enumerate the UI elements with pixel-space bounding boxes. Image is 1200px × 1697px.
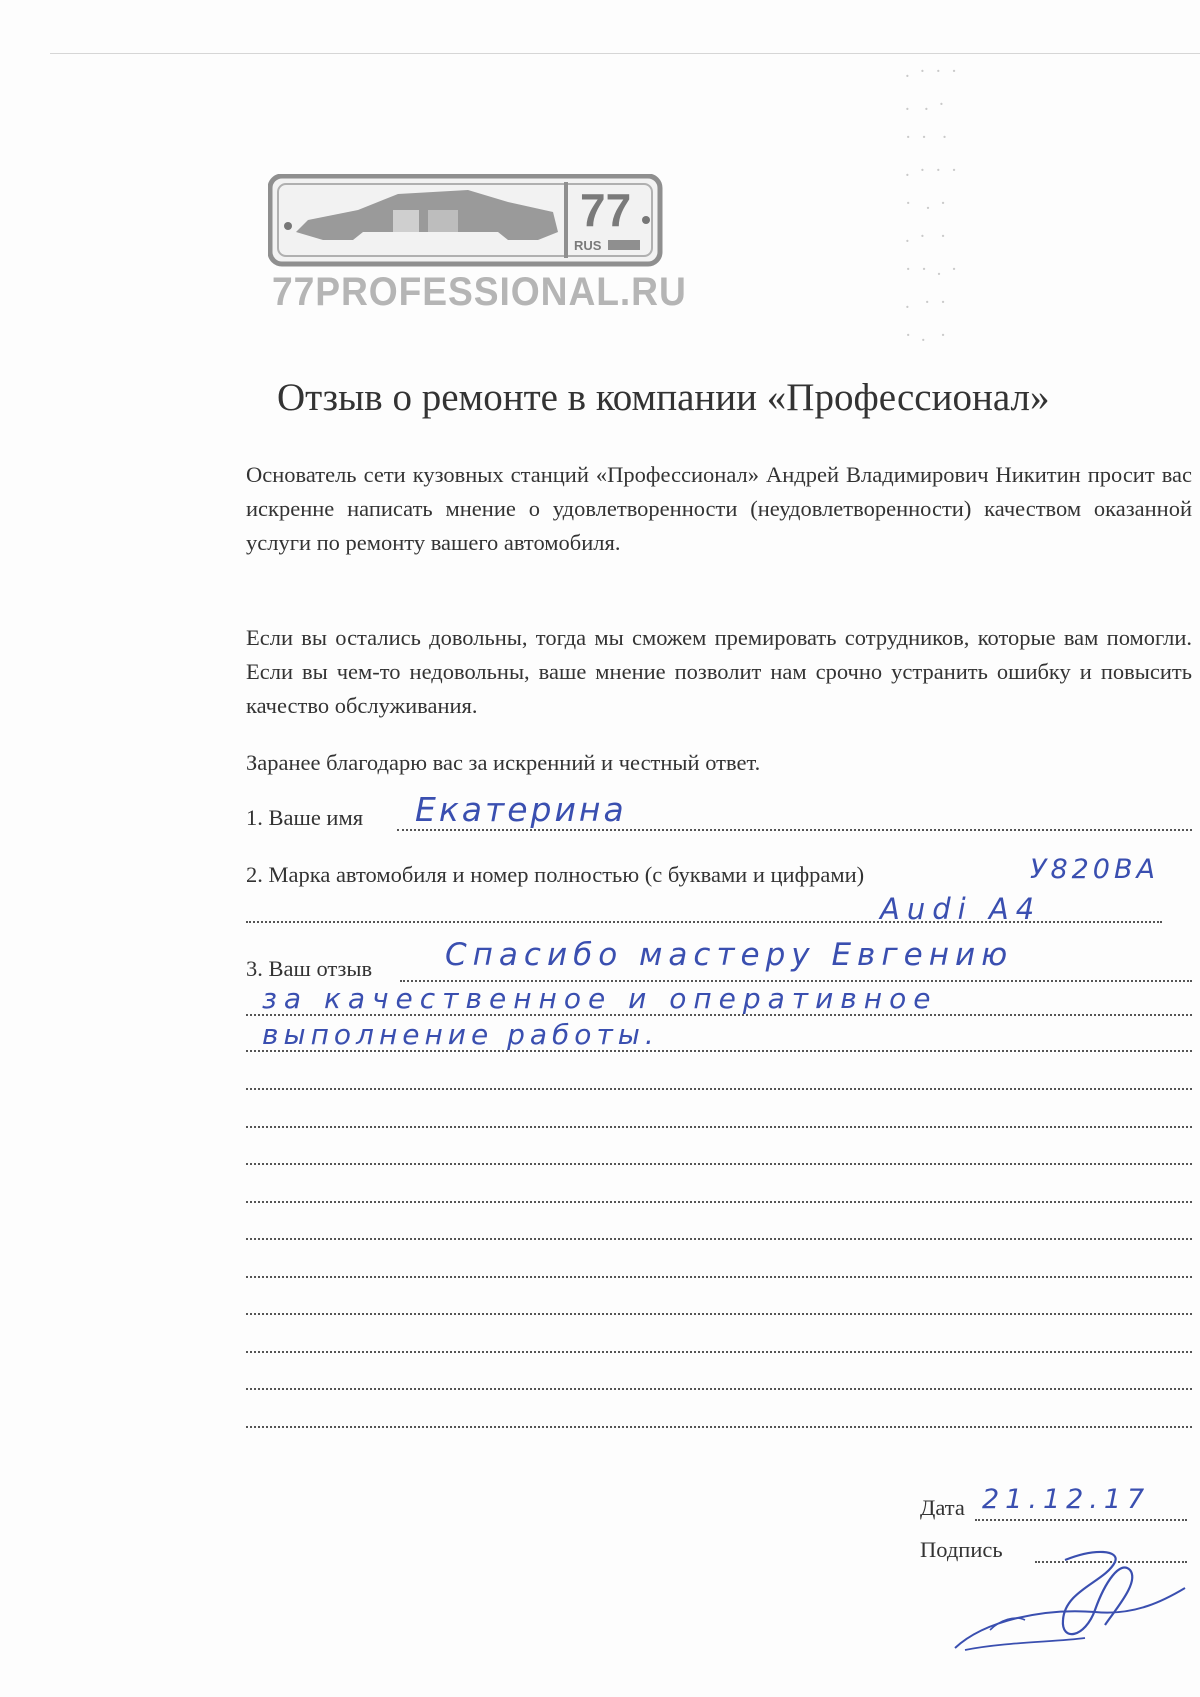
review-question-label: 3. Ваш отзыв: [246, 956, 373, 981]
car-question-label: 2. Марка автомобиля и номер полностью (с буквами и цифрами): [246, 862, 865, 887]
blank-line: [246, 1238, 1192, 1240]
page-top-border: [50, 53, 1200, 54]
review-answer-line-3: выполнение работы.: [262, 1018, 659, 1051]
thanks-line: Заранее благодарю вас за искренний и честный ответ.: [246, 750, 761, 775]
review-answer-line-2: за качественное и оперативное: [262, 982, 938, 1015]
name-answer-line: [397, 829, 1192, 831]
signature-label: Подпись: [920, 1537, 1003, 1562]
blank-line: [246, 1276, 1192, 1278]
blank-line: [246, 1313, 1192, 1315]
intro-paragraph: Основатель сети кузовных станций «Профессионал» Андрей Владимирович Никитин просит вас искренне написать мнение о удовлетворенности (неудовлетворенности) качеством оказанной услуги по ремонту вашего автомобиля.: [246, 462, 1192, 555]
blank-line: [246, 1201, 1192, 1203]
date-line: [975, 1519, 1187, 1521]
date-answer: 21.12.17: [982, 1484, 1151, 1515]
blank-line: [246, 1163, 1192, 1165]
bonus-paragraph: Если вы остались довольны, тогда мы сможем премировать сотрудников, которые вам помогли. Если вы чем-то недовольны, ваше мнение позволит нам срочно устранить ошибку и повысить качество обслуживания.: [246, 625, 1192, 718]
blank-line: [246, 1126, 1192, 1128]
logo-badge-number: 77: [580, 184, 632, 236]
name-answer: Екатерина: [415, 790, 627, 829]
blank-line: [246, 1351, 1192, 1353]
car-model-answer: Audi A4: [880, 892, 1042, 926]
blank-line: [246, 1088, 1192, 1090]
plate-answer: У820ВА: [1030, 854, 1159, 885]
page-title: Отзыв о ремонте в компании «Профессионал»: [277, 376, 1050, 419]
name-question-label: 1. Ваше имя: [246, 805, 364, 830]
review-answer-line-1: Спасибо мастеру Евгению: [445, 937, 1014, 973]
date-label: Дата: [920, 1495, 965, 1520]
blank-line: [246, 1426, 1192, 1428]
logo-wordmark: 77PROFESSIONAL.RU: [272, 270, 687, 314]
handwritten-signature: [945, 1530, 1195, 1670]
logo-badge-region: RUS: [574, 238, 602, 253]
blank-line: [246, 1388, 1192, 1390]
car-logo-icon: [268, 174, 668, 274]
bleed-through-right: . · · · . . · · · · . · · · · . · . · · · · . · . · · · . ·: [905, 61, 958, 346]
